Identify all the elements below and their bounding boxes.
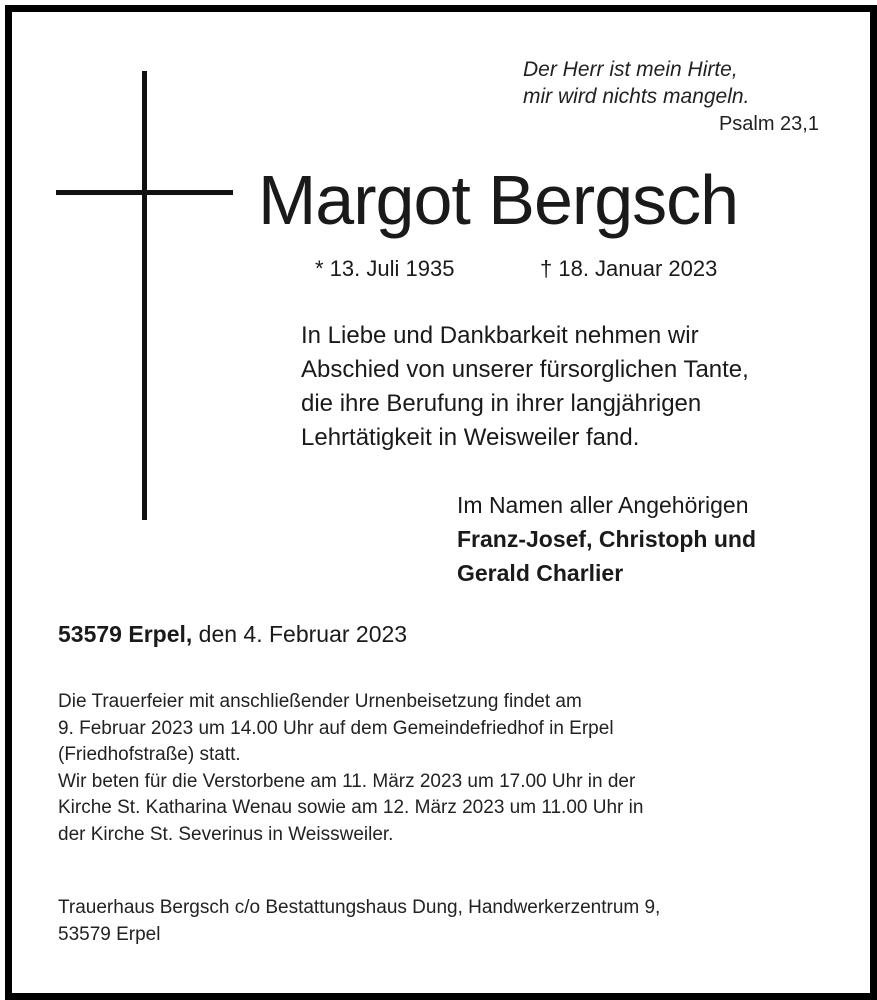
farewell-text [301, 319, 749, 455]
death-date: † 18. Januar 2023 [540, 256, 718, 281]
psalm-reference: Psalm 23,1 [718, 113, 819, 135]
deceased-name: Margot Bergsch [258, 161, 739, 239]
farewell-line: Abschied von unserer fürsorglichen Tante, [301, 356, 749, 383]
notice-line: Kirche St. Katharina Wenau sowie am 12. März 2023 um 11.00 Uhr in [58, 797, 644, 818]
family-lead: Im Namen aller Angehörigen [457, 492, 749, 518]
psalm-quote-line: Der Herr ist mein Hirte, [523, 58, 738, 81]
funeral-notice [58, 689, 643, 848]
address-line: Trauerhaus Bergsch c/o Bestattungshaus Dung, Handwerkerzentrum 9, [58, 897, 661, 918]
psalm-quote [523, 56, 749, 110]
address-line: 53579 Erpel [58, 923, 161, 945]
family-names-line: Gerald Charlier [457, 560, 624, 586]
farewell-line: die ihre Berufung in ihrer langjährigen [301, 390, 702, 417]
birth-date: * 13. Juli 1935 [315, 256, 455, 281]
notice-line: der Kirche St. Severinus in Weissweiler. [58, 823, 394, 845]
family-signature [457, 488, 756, 590]
notice-line: 9. Februar 2023 um 14.00 Uhr auf dem Gemeindefriedhof in Erpel [58, 717, 614, 739]
farewell-line: Lehrtätigkeit in Weisweiler fand. [301, 424, 640, 451]
date: den 4. Februar 2023 [198, 621, 408, 647]
mourning-address [58, 895, 660, 948]
family-names-line: Franz-Josef, Christoph und [457, 526, 756, 552]
cross-icon-bar [56, 190, 233, 195]
notice-line: Wir beten für die Verstorbene am 11. März 2023 um 17.00 Uhr in der [58, 770, 636, 792]
notice-line: Die Trauerfeier mit anschließender Urnenbeisetzung findet am [58, 691, 582, 712]
place: 53579 Erpel, [58, 621, 193, 647]
notice-line: (Friedhofstraße) statt. [58, 744, 241, 765]
place-date [58, 621, 407, 648]
farewell-line: In Liebe und Dankbarkeit nehmen wir [301, 322, 699, 349]
psalm-quote-line: mir wird nichts mangeln. [523, 85, 750, 108]
cross-icon [142, 71, 147, 520]
